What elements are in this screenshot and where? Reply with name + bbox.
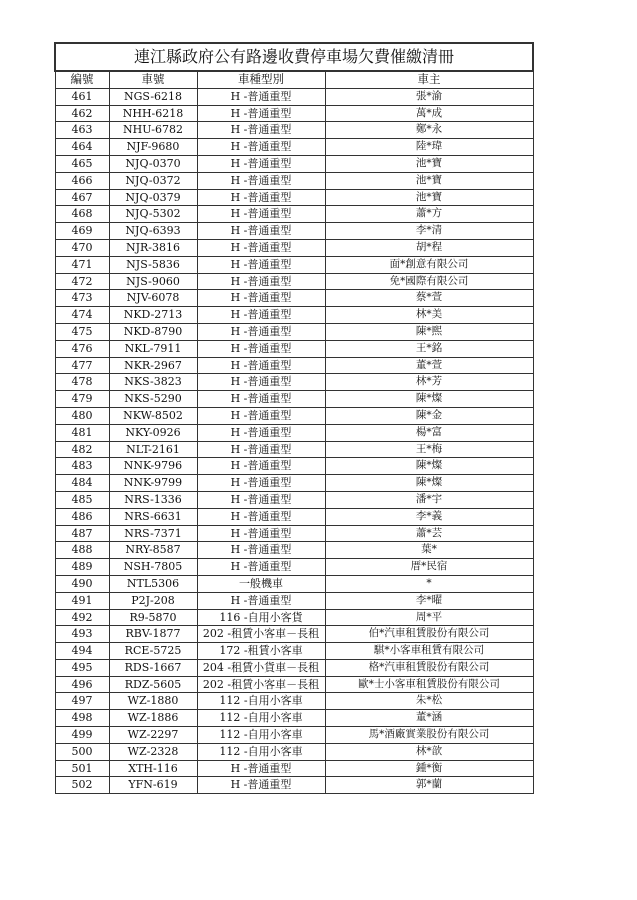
plate-number-cell: NJQ-5302 bbox=[109, 206, 197, 223]
vehicle-type-cell: H -普通重型 bbox=[197, 323, 325, 340]
table-row bbox=[55, 273, 533, 290]
arrears-table bbox=[54, 42, 534, 794]
table-row bbox=[55, 307, 533, 324]
table-row bbox=[55, 256, 533, 273]
vehicle-type-cell: H -普通重型 bbox=[197, 189, 325, 206]
owner-cell: 厝*民宿 bbox=[325, 559, 533, 576]
owner-cell: 林*美 bbox=[325, 307, 533, 324]
vehicle-type-cell: 116 -自用小客貨 bbox=[197, 609, 325, 626]
owner-cell: 蕭*芸 bbox=[325, 525, 533, 542]
plate-number-cell: RDS-1667 bbox=[109, 659, 197, 676]
vehicle-type-cell: H -普通重型 bbox=[197, 357, 325, 374]
vehicle-type-cell: H -普通重型 bbox=[197, 223, 325, 240]
vehicle-type-cell: H -普通重型 bbox=[197, 307, 325, 324]
row-number-cell: 494 bbox=[55, 643, 109, 660]
owner-cell: 陳*燦 bbox=[325, 458, 533, 475]
owner-cell: 董*涵 bbox=[325, 710, 533, 727]
row-number-cell: 473 bbox=[55, 290, 109, 307]
row-number-cell: 496 bbox=[55, 676, 109, 693]
owner-cell: 潘*宇 bbox=[325, 491, 533, 508]
row-number-cell: 489 bbox=[55, 559, 109, 576]
plate-number-cell: NRS-6631 bbox=[109, 508, 197, 525]
row-number-cell: 477 bbox=[55, 357, 109, 374]
table-row bbox=[55, 491, 533, 508]
owner-cell: 王*梅 bbox=[325, 441, 533, 458]
table-row bbox=[55, 441, 533, 458]
owner-cell: 李*義 bbox=[325, 508, 533, 525]
table-row bbox=[55, 340, 533, 357]
row-number-cell: 501 bbox=[55, 760, 109, 777]
row-number-cell: 486 bbox=[55, 508, 109, 525]
plate-number-cell: NNK-9796 bbox=[109, 458, 197, 475]
plate-number-cell: NNK-9799 bbox=[109, 475, 197, 492]
vehicle-type-cell: H -普通重型 bbox=[197, 206, 325, 223]
plate-number-cell: NHH-6218 bbox=[109, 105, 197, 122]
plate-number-cell: NKD-8790 bbox=[109, 323, 197, 340]
owner-cell: 陳*熙 bbox=[325, 323, 533, 340]
owner-cell: 林*芳 bbox=[325, 374, 533, 391]
owner-cell: 葉* bbox=[325, 542, 533, 559]
table-row bbox=[55, 407, 533, 424]
vehicle-type-cell: H -普通重型 bbox=[197, 424, 325, 441]
column-header-owner: 車主 bbox=[325, 71, 533, 88]
vehicle-type-cell: 112 -自用小客車 bbox=[197, 743, 325, 760]
row-number-cell: 493 bbox=[55, 626, 109, 643]
table-row bbox=[55, 122, 533, 139]
plate-number-cell: NGS-6218 bbox=[109, 88, 197, 105]
table-row bbox=[55, 609, 533, 626]
owner-cell: 萬*成 bbox=[325, 105, 533, 122]
plate-number-cell: NJQ-0379 bbox=[109, 189, 197, 206]
row-number-cell: 475 bbox=[55, 323, 109, 340]
table-row bbox=[55, 172, 533, 189]
owner-cell: 朱*松 bbox=[325, 693, 533, 710]
row-number-cell: 484 bbox=[55, 475, 109, 492]
vehicle-type-cell: 112 -自用小客車 bbox=[197, 693, 325, 710]
table-row bbox=[55, 592, 533, 609]
owner-cell: 周*平 bbox=[325, 609, 533, 626]
table-row bbox=[55, 458, 533, 475]
owner-cell: 伯*汽車租賃股份有限公司 bbox=[325, 626, 533, 643]
plate-number-cell: NKL-7911 bbox=[109, 340, 197, 357]
row-number-cell: 491 bbox=[55, 592, 109, 609]
plate-number-cell: NHU-6782 bbox=[109, 122, 197, 139]
row-number-cell: 469 bbox=[55, 223, 109, 240]
row-number-cell: 497 bbox=[55, 693, 109, 710]
plate-number-cell: R9-5870 bbox=[109, 609, 197, 626]
row-number-cell: 472 bbox=[55, 273, 109, 290]
row-number-cell: 466 bbox=[55, 172, 109, 189]
plate-number-cell: RBV-1877 bbox=[109, 626, 197, 643]
plate-number-cell: NJS-5836 bbox=[109, 256, 197, 273]
row-number-cell: 470 bbox=[55, 239, 109, 256]
table-row bbox=[55, 475, 533, 492]
plate-number-cell: YFN-619 bbox=[109, 777, 197, 794]
vehicle-type-cell: 112 -自用小客車 bbox=[197, 727, 325, 744]
row-number-cell: 482 bbox=[55, 441, 109, 458]
plate-number-cell: NRS-7371 bbox=[109, 525, 197, 542]
table-row bbox=[55, 525, 533, 542]
owner-cell: 蕭*方 bbox=[325, 206, 533, 223]
owner-cell: 鄭*永 bbox=[325, 122, 533, 139]
plate-number-cell: NSH-7805 bbox=[109, 559, 197, 576]
row-number-cell: 474 bbox=[55, 307, 109, 324]
vehicle-type-cell: 202 -租賃小客車－長租 bbox=[197, 626, 325, 643]
row-number-cell: 468 bbox=[55, 206, 109, 223]
vehicle-type-cell: H -普通重型 bbox=[197, 105, 325, 122]
row-number-cell: 490 bbox=[55, 575, 109, 592]
plate-number-cell: NJF-9680 bbox=[109, 139, 197, 156]
row-number-cell: 467 bbox=[55, 189, 109, 206]
owner-cell: 楊*富 bbox=[325, 424, 533, 441]
table-row bbox=[55, 88, 533, 105]
row-number-cell: 495 bbox=[55, 659, 109, 676]
plate-number-cell: NJQ-0372 bbox=[109, 172, 197, 189]
plate-number-cell: NRY-8587 bbox=[109, 542, 197, 559]
owner-cell: 陳*燦 bbox=[325, 391, 533, 408]
plate-number-cell: NKW-8502 bbox=[109, 407, 197, 424]
plate-number-cell: WZ-2328 bbox=[109, 743, 197, 760]
owner-cell: 池*寶 bbox=[325, 189, 533, 206]
row-number-cell: 476 bbox=[55, 340, 109, 357]
vehicle-type-cell: H -普通重型 bbox=[197, 172, 325, 189]
table-row bbox=[55, 323, 533, 340]
table-row bbox=[55, 357, 533, 374]
plate-number-cell: NJQ-0370 bbox=[109, 155, 197, 172]
table-row bbox=[55, 575, 533, 592]
vehicle-type-cell: H -普通重型 bbox=[197, 273, 325, 290]
owner-cell: 張*渝 bbox=[325, 88, 533, 105]
plate-number-cell: NTL5306 bbox=[109, 575, 197, 592]
owner-cell: 董*萱 bbox=[325, 357, 533, 374]
row-number-cell: 479 bbox=[55, 391, 109, 408]
row-number-cell: 462 bbox=[55, 105, 109, 122]
vehicle-type-cell: 一般機車 bbox=[197, 575, 325, 592]
row-number-cell: 461 bbox=[55, 88, 109, 105]
row-number-cell: 500 bbox=[55, 743, 109, 760]
table-row bbox=[55, 155, 533, 172]
plate-number-cell: NJV-6078 bbox=[109, 290, 197, 307]
plate-number-cell: XTH-116 bbox=[109, 760, 197, 777]
vehicle-type-cell: H -普通重型 bbox=[197, 441, 325, 458]
vehicle-type-cell: 172 -租賃小客車 bbox=[197, 643, 325, 660]
owner-cell: 王*銘 bbox=[325, 340, 533, 357]
vehicle-type-cell: H -普通重型 bbox=[197, 592, 325, 609]
table-row bbox=[55, 643, 533, 660]
table-row bbox=[55, 206, 533, 223]
owner-cell: 騏*小客車租賃有限公司 bbox=[325, 643, 533, 660]
table-row bbox=[55, 189, 533, 206]
vehicle-type-cell: H -普通重型 bbox=[197, 290, 325, 307]
owner-cell: 蔡*萱 bbox=[325, 290, 533, 307]
vehicle-type-cell: H -普通重型 bbox=[197, 542, 325, 559]
plate-number-cell: RDZ-5605 bbox=[109, 676, 197, 693]
row-number-cell: 499 bbox=[55, 727, 109, 744]
table-row bbox=[55, 542, 533, 559]
table-row bbox=[55, 659, 533, 676]
table-row bbox=[55, 760, 533, 777]
vehicle-type-cell: 202 -租賃小客車－長租 bbox=[197, 676, 325, 693]
plate-number-cell: NLT-2161 bbox=[109, 441, 197, 458]
vehicle-type-cell: H -普通重型 bbox=[197, 760, 325, 777]
row-number-cell: 502 bbox=[55, 777, 109, 794]
plate-number-cell: NRS-1336 bbox=[109, 491, 197, 508]
plate-number-cell: RCE-5725 bbox=[109, 643, 197, 660]
table-row bbox=[55, 223, 533, 240]
row-number-cell: 481 bbox=[55, 424, 109, 441]
plate-number-cell: WZ-2297 bbox=[109, 727, 197, 744]
plate-number-cell: NKD-2713 bbox=[109, 307, 197, 324]
vehicle-type-cell: H -普通重型 bbox=[197, 374, 325, 391]
owner-cell: 面*創意有限公司 bbox=[325, 256, 533, 273]
table-row bbox=[55, 290, 533, 307]
table-row bbox=[55, 374, 533, 391]
plate-number-cell: NJQ-6393 bbox=[109, 223, 197, 240]
table-row bbox=[55, 626, 533, 643]
table-row bbox=[55, 559, 533, 576]
owner-cell: 池*寶 bbox=[325, 172, 533, 189]
owner-cell: 馬*酒廠實業股份有限公司 bbox=[325, 727, 533, 744]
vehicle-type-cell: H -普通重型 bbox=[197, 88, 325, 105]
vehicle-type-cell: H -普通重型 bbox=[197, 256, 325, 273]
vehicle-type-cell: H -普通重型 bbox=[197, 559, 325, 576]
column-header-plate: 車號 bbox=[109, 71, 197, 88]
column-header-number: 編號 bbox=[55, 71, 109, 88]
column-header-vehicle-type: 車種型別 bbox=[197, 71, 325, 88]
row-number-cell: 485 bbox=[55, 491, 109, 508]
row-number-cell: 463 bbox=[55, 122, 109, 139]
owner-cell: 李*曜 bbox=[325, 592, 533, 609]
vehicle-type-cell: H -普通重型 bbox=[197, 491, 325, 508]
vehicle-type-cell: H -普通重型 bbox=[197, 122, 325, 139]
row-number-cell: 471 bbox=[55, 256, 109, 273]
vehicle-type-cell: H -普通重型 bbox=[197, 340, 325, 357]
row-number-cell: 480 bbox=[55, 407, 109, 424]
owner-cell: 胡*程 bbox=[325, 239, 533, 256]
vehicle-type-cell: H -普通重型 bbox=[197, 407, 325, 424]
plate-number-cell: WZ-1886 bbox=[109, 710, 197, 727]
row-number-cell: 487 bbox=[55, 525, 109, 542]
plate-number-cell: NKS-5290 bbox=[109, 391, 197, 408]
table-row bbox=[55, 139, 533, 156]
vehicle-type-cell: H -普通重型 bbox=[197, 458, 325, 475]
table-row bbox=[55, 391, 533, 408]
plate-number-cell: NKR-2967 bbox=[109, 357, 197, 374]
table-row bbox=[55, 239, 533, 256]
row-number-cell: 478 bbox=[55, 374, 109, 391]
owner-cell: 陳*金 bbox=[325, 407, 533, 424]
table-row bbox=[55, 727, 533, 744]
vehicle-type-cell: 112 -自用小客車 bbox=[197, 710, 325, 727]
owner-cell: 鍾*衡 bbox=[325, 760, 533, 777]
vehicle-type-cell: H -普通重型 bbox=[197, 239, 325, 256]
row-number-cell: 464 bbox=[55, 139, 109, 156]
owner-cell: 免*國際有限公司 bbox=[325, 273, 533, 290]
vehicle-type-cell: 204 -租賃小貨車－長租 bbox=[197, 659, 325, 676]
table-row bbox=[55, 424, 533, 441]
owner-cell: 格*汽車租賃股份有限公司 bbox=[325, 659, 533, 676]
owner-cell: 林*歆 bbox=[325, 743, 533, 760]
plate-number-cell: NJS-9060 bbox=[109, 273, 197, 290]
table-row bbox=[55, 710, 533, 727]
row-number-cell: 492 bbox=[55, 609, 109, 626]
vehicle-type-cell: H -普通重型 bbox=[197, 155, 325, 172]
plate-number-cell: NKS-3823 bbox=[109, 374, 197, 391]
plate-number-cell: P2J-208 bbox=[109, 592, 197, 609]
vehicle-type-cell: H -普通重型 bbox=[197, 475, 325, 492]
plate-number-cell: WZ-1880 bbox=[109, 693, 197, 710]
vehicle-type-cell: H -普通重型 bbox=[197, 139, 325, 156]
owner-cell: 池*寶 bbox=[325, 155, 533, 172]
table-row bbox=[55, 693, 533, 710]
table-row bbox=[55, 743, 533, 760]
arrears-list-document bbox=[54, 42, 532, 794]
table-row bbox=[55, 508, 533, 525]
plate-number-cell: NKY-0926 bbox=[109, 424, 197, 441]
vehicle-type-cell: H -普通重型 bbox=[197, 508, 325, 525]
table-row bbox=[55, 777, 533, 794]
document-title: 連江縣政府公有路邊收費停車場欠費催繳清冊 bbox=[55, 43, 533, 71]
owner-cell: 歐*士小客車租賃股份有限公司 bbox=[325, 676, 533, 693]
owner-cell: 陸*瑋 bbox=[325, 139, 533, 156]
row-number-cell: 498 bbox=[55, 710, 109, 727]
row-number-cell: 483 bbox=[55, 458, 109, 475]
vehicle-type-cell: H -普通重型 bbox=[197, 777, 325, 794]
plate-number-cell: NJR-3816 bbox=[109, 239, 197, 256]
owner-cell: 郭*蘭 bbox=[325, 777, 533, 794]
table-row bbox=[55, 105, 533, 122]
table-row bbox=[55, 676, 533, 693]
owner-cell: 陳*燦 bbox=[325, 475, 533, 492]
column-header-row bbox=[55, 71, 533, 88]
owner-cell: 李*清 bbox=[325, 223, 533, 240]
owner-cell: * bbox=[325, 575, 533, 592]
vehicle-type-cell: H -普通重型 bbox=[197, 525, 325, 542]
vehicle-type-cell: H -普通重型 bbox=[197, 391, 325, 408]
row-number-cell: 465 bbox=[55, 155, 109, 172]
row-number-cell: 488 bbox=[55, 542, 109, 559]
